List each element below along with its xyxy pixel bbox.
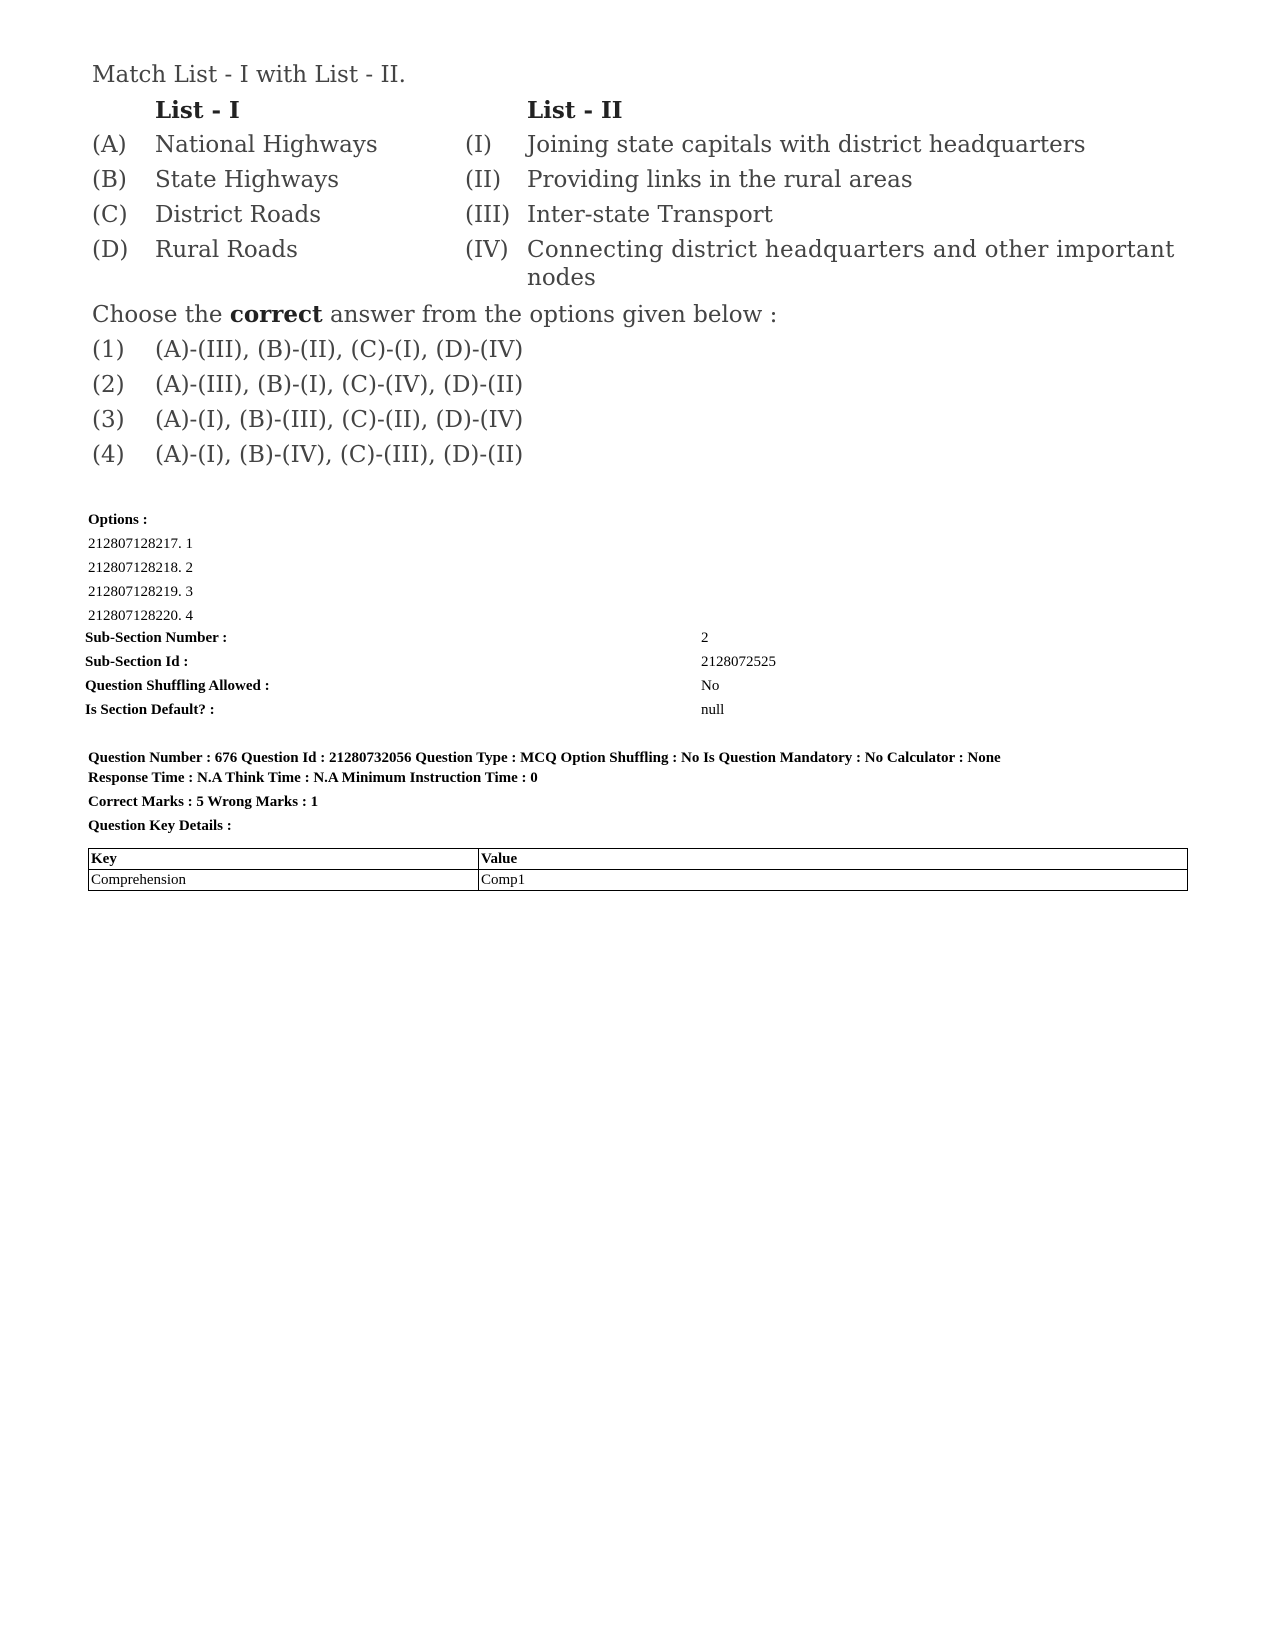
answer-number: (2)	[92, 372, 125, 398]
subsection-label: Sub-Section Number :	[85, 630, 228, 646]
subsection-label: Is Section Default? :	[85, 702, 215, 718]
list2-label: (III)	[465, 202, 511, 228]
options-block	[88, 508, 193, 628]
option-item: 212807128218. 2	[88, 560, 193, 576]
table-row	[89, 870, 1188, 891]
subsection-value: null	[701, 702, 725, 718]
answer-text: (A)-(III), (B)-(I), (C)-(IV), (D)-(II)	[155, 372, 524, 398]
list2-label: (I)	[465, 132, 493, 158]
list2-label: (II)	[465, 167, 502, 193]
list2-header: List - II	[527, 97, 623, 124]
list2-item: Connecting district headquarters and other important	[527, 237, 1175, 263]
table-cell-key: Comprehension	[89, 870, 479, 891]
marks-info: Correct Marks : 5 Wrong Marks : 1	[88, 794, 319, 810]
list2-item: Joining state capitals with district headquarters	[527, 132, 1086, 158]
option-item: 212807128219. 3	[88, 584, 193, 600]
section-default-row	[85, 698, 725, 722]
list1-item: National Highways	[155, 132, 378, 158]
column-header-value: Value	[479, 849, 1188, 870]
option-item: 212807128220. 4	[88, 608, 193, 624]
list2-item: Inter-state Transport	[527, 202, 773, 228]
subsection-number-row	[85, 626, 709, 650]
list2-label: (IV)	[465, 237, 509, 263]
answer-number: (4)	[92, 442, 125, 468]
question-shuffling-row	[85, 674, 720, 698]
answer-number: (1)	[92, 337, 125, 363]
list2-item: Providing links in the rural areas	[527, 167, 913, 193]
question-info-line2: Response Time : N.A Think Time : N.A Minimum Instruction Time : 0	[88, 770, 538, 786]
answer-text: (A)-(I), (B)-(III), (C)-(II), (D)-(IV)	[155, 407, 524, 433]
subsection-value: 2128072525	[701, 654, 776, 670]
answer-text: (A)-(I), (B)-(IV), (C)-(III), (D)-(II)	[155, 442, 524, 468]
list1-label: (D)	[92, 237, 129, 263]
list2-item-continuation: nodes	[527, 265, 596, 291]
subsection-label: Sub-Section Id :	[85, 654, 189, 670]
question-image	[92, 60, 1212, 500]
key-details-table	[88, 848, 1188, 891]
table-cell-value: Comp1	[479, 870, 1188, 891]
list1-item: Rural Roads	[155, 237, 298, 263]
subsection-label: Question Shuffling Allowed :	[85, 678, 270, 694]
options-label: Options :	[88, 512, 148, 528]
option-item: 212807128217. 1	[88, 536, 193, 552]
list1-label: (B)	[92, 167, 127, 193]
column-header-key: Key	[89, 849, 479, 870]
list1-item: District Roads	[155, 202, 322, 228]
question-info-line1: Question Number : 676 Question Id : 21280732056 Question Type : MCQ Option Shuffling : No Is Question Mandatory : No Calculator : None	[88, 750, 1001, 766]
question-intro: Match List - I with List - II.	[92, 62, 406, 88]
list1-label: (C)	[92, 202, 128, 228]
subsection-id-row	[85, 650, 776, 674]
subsection-value: 2	[701, 630, 709, 646]
table-header-row	[89, 849, 1188, 870]
list1-header: List - I	[155, 97, 240, 124]
answer-number: (3)	[92, 407, 125, 433]
key-details-label: Question Key Details :	[88, 818, 232, 834]
list1-item: State Highways	[155, 167, 340, 193]
answer-text: (A)-(III), (B)-(II), (C)-(I), (D)-(IV)	[155, 337, 524, 363]
list1-label: (A)	[92, 132, 127, 158]
subsection-value: No	[701, 678, 720, 694]
choose-instruction: Choose the correct answer from the options given below :	[92, 301, 778, 328]
